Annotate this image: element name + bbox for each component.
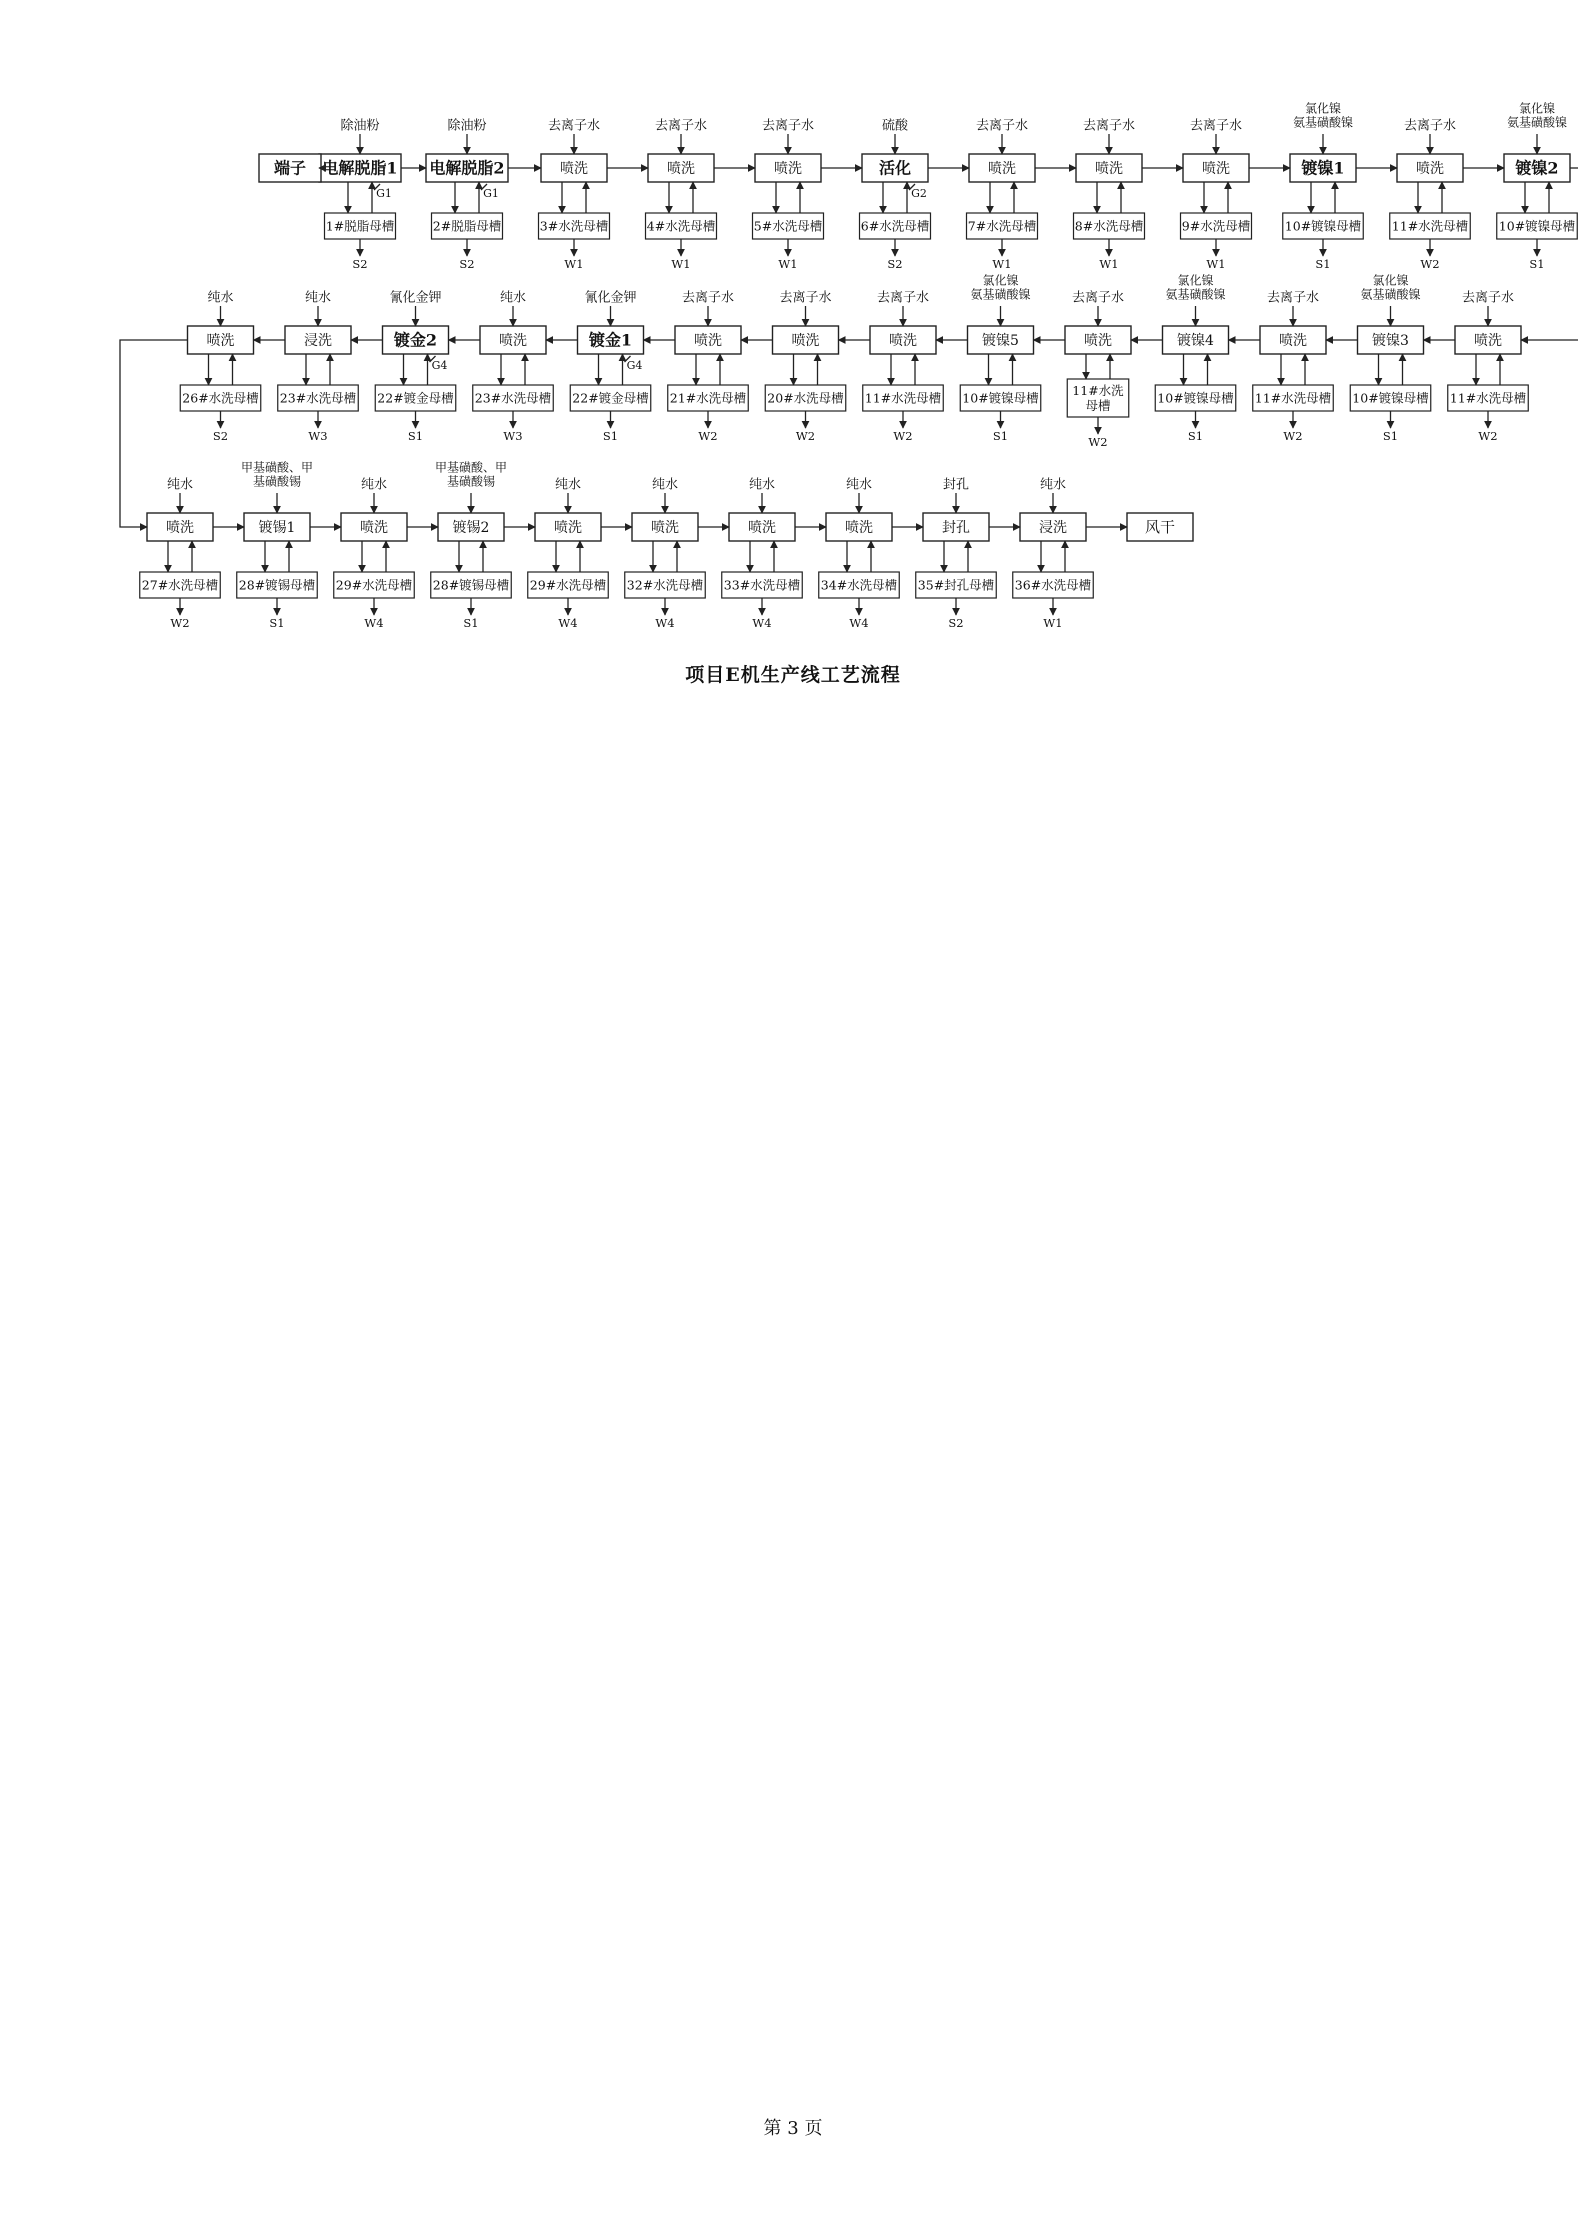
process-step-label: 喷洗 — [499, 333, 527, 349]
chemical-input-label: 氰化金钾 — [584, 290, 637, 306]
process-flow-diagram — [0, 0, 1586, 700]
chemical-input-label: 氰化金钾 — [389, 290, 442, 306]
tank-label: 23#水洗母槽 — [474, 390, 552, 406]
output-code-label: W1 — [1099, 257, 1119, 271]
tank-label: 11#水洗母槽 — [1391, 218, 1469, 234]
process-step-label: 喷洗 — [988, 161, 1016, 177]
process-step-label: 喷洗 — [360, 520, 388, 536]
output-code-label: W1 — [1206, 257, 1226, 271]
output-code-label: W3 — [308, 429, 328, 443]
process-step-label: 喷洗 — [206, 333, 235, 349]
process-step-label: 喷洗 — [774, 161, 802, 177]
chemical-input-label: 甲基磺酸、甲基磺酸锡 — [434, 460, 508, 489]
process-step-label: 镀锡1 — [258, 520, 296, 536]
chemical-input-label: 去离子水 — [761, 118, 815, 134]
gas-emission-label: G2 — [911, 187, 927, 200]
tank-label: 11#水洗母槽 — [1072, 383, 1124, 413]
process-step-label: 喷洗 — [1084, 333, 1112, 349]
chemical-input-label: 纯水 — [1039, 477, 1067, 493]
chemical-input-label: 氯化镍氨基磺酸镍 — [1292, 101, 1354, 130]
tank-label: 22#镀金母槽 — [572, 390, 649, 406]
chemical-input-label: 去离子水 — [1082, 118, 1136, 134]
process-step-label: 喷洗 — [166, 520, 194, 536]
process-step-label: 镀金2 — [393, 330, 438, 350]
tank-label: 23#水洗母槽 — [279, 390, 357, 406]
output-code-label: S2 — [212, 429, 229, 443]
process-step-label: 镀锡2 — [452, 520, 490, 536]
process-step-label: 喷洗 — [1279, 333, 1307, 349]
output-code-label: W3 — [503, 429, 523, 443]
process-step-label: 喷洗 — [748, 520, 776, 536]
row-wrap-connector — [120, 340, 188, 527]
output-code-label: W2 — [1283, 429, 1303, 443]
output-code-label: W2 — [893, 429, 913, 443]
output-code-label: W2 — [698, 429, 718, 443]
output-code-label: W1 — [671, 257, 691, 271]
tank-label: 27#水洗母槽 — [141, 577, 219, 593]
output-code-label: S1 — [992, 429, 1009, 443]
chemical-input-label: 去离子水 — [975, 118, 1029, 134]
process-step-label: 喷洗 — [694, 333, 722, 349]
process-step-label: 浸洗 — [1039, 520, 1067, 536]
process-step-label: 镀金1 — [588, 330, 633, 350]
output-code-label: W2 — [1478, 429, 1498, 443]
tank-label: 8#水洗母槽 — [1074, 218, 1144, 234]
chemical-input-label: 去离子水 — [1189, 118, 1243, 134]
process-step-label: 喷洗 — [554, 520, 582, 536]
tank-label: 3#水洗母槽 — [539, 218, 609, 234]
tank-label: 35#封孔母槽 — [917, 577, 995, 593]
chemical-input-label: 硫酸 — [881, 118, 909, 134]
chemical-input-label: 纯水 — [166, 477, 194, 493]
process-step-label: 喷洗 — [845, 520, 873, 536]
process-step-label: 镀镍1 — [1301, 158, 1345, 178]
tank-label: 29#水洗母槽 — [335, 577, 413, 593]
diagram-caption: 项目E机生产线工艺流程 — [685, 664, 901, 686]
process-step-label: 喷洗 — [560, 161, 588, 177]
chemical-input-label: 氯化镍氨基磺酸镍 — [1360, 273, 1421, 302]
tank-label: 29#水洗母槽 — [529, 577, 607, 593]
tank-label: 9#水洗母槽 — [1181, 218, 1251, 234]
tank-label: 7#水洗母槽 — [967, 218, 1037, 234]
tank-label: 6#水洗母槽 — [860, 218, 930, 234]
gas-emission-label: G4 — [626, 359, 643, 372]
chemical-input-label: 除油粉 — [447, 118, 487, 134]
output-code-label: W1 — [778, 257, 798, 271]
tank-label: 4#水洗母槽 — [646, 218, 716, 234]
chemical-input-label: 纯水 — [748, 477, 776, 493]
output-code-label: W4 — [364, 616, 384, 630]
tank-label: 10#镀镍母槽 — [962, 390, 1039, 406]
process-step-label: 电解脱脂1 — [322, 158, 398, 178]
output-code-label: W4 — [849, 616, 869, 630]
output-code-label: S1 — [1382, 429, 1399, 443]
tank-label: 10#镀镍母槽 — [1284, 218, 1362, 234]
tank-label: 28#镀锡母槽 — [432, 577, 510, 593]
tank-label: 11#水洗母槽 — [1449, 390, 1527, 406]
tank-label: 10#镀镍母槽 — [1157, 390, 1234, 406]
chemical-input-label: 甲基磺酸、甲基磺酸锡 — [240, 460, 314, 489]
chemical-input-label: 封孔 — [942, 477, 970, 493]
process-step-label: 镀镍4 — [1177, 333, 1214, 349]
chemical-input-label: 纯水 — [499, 290, 527, 306]
process-step-label: 封孔 — [942, 520, 970, 536]
chemical-input-label: 氯化镍氨基磺酸镍 — [970, 273, 1031, 302]
chemical-input-label: 纯水 — [651, 477, 679, 493]
tank-label: 34#水洗母槽 — [820, 577, 898, 593]
output-code-label: W2 — [1088, 435, 1108, 449]
chemical-input-label: 去离子水 — [681, 290, 735, 306]
process-step-label: 活化 — [878, 158, 912, 178]
tank-label: 11#水洗母槽 — [1254, 390, 1332, 406]
process-step-label: 喷洗 — [667, 161, 695, 177]
chemical-input-label: 去离子水 — [654, 118, 708, 134]
tank-label: 33#水洗母槽 — [723, 577, 801, 593]
tank-label: 5#水洗母槽 — [753, 218, 823, 234]
chemical-input-label: 氯化镍氨基磺酸镍 — [1165, 273, 1226, 302]
page-number: 第 3 页 — [763, 2118, 823, 2139]
process-step-label: 喷洗 — [651, 520, 679, 536]
process-step-label: 喷洗 — [1416, 161, 1444, 177]
output-code-label: S2 — [459, 257, 475, 271]
output-code-label: S2 — [887, 257, 903, 271]
chemical-input-label: 去离子水 — [1461, 290, 1515, 306]
start-node-label: 端子 — [273, 158, 307, 178]
tank-label: 22#镀金母槽 — [377, 390, 454, 406]
output-code-label: S1 — [602, 429, 619, 443]
output-code-label: S1 — [1529, 257, 1545, 271]
output-code-label: S2 — [352, 257, 368, 271]
output-code-label: S2 — [948, 616, 964, 630]
tank-label: 2#脱脂母槽 — [432, 218, 502, 234]
process-step-label: 镀镍5 — [982, 333, 1019, 349]
process-step-label: 电解脱脂2 — [429, 158, 505, 178]
tank-label: 32#水洗母槽 — [626, 577, 704, 593]
output-code-label: W4 — [752, 616, 772, 630]
tank-label: 36#水洗母槽 — [1014, 577, 1092, 593]
output-code-label: W1 — [1043, 616, 1063, 630]
chemical-input-label: 纯水 — [304, 290, 332, 306]
end-node-label: 风干 — [1144, 518, 1176, 536]
output-code-label: W4 — [558, 616, 578, 630]
process-step-label: 喷洗 — [889, 333, 917, 349]
process-step-label: 喷洗 — [791, 333, 820, 349]
chemical-input-label: 纯水 — [207, 290, 234, 306]
chemical-input-label: 去离子水 — [1403, 118, 1457, 134]
chemical-input-label: 纯水 — [360, 477, 388, 493]
process-step-label: 镀镍2 — [1515, 158, 1559, 178]
tank-label: 21#水洗母槽 — [669, 390, 747, 406]
chemical-input-label: 去离子水 — [547, 118, 601, 134]
process-step-label: 镀镍3 — [1372, 333, 1409, 349]
chemical-input-label: 除油粉 — [340, 118, 380, 134]
output-code-label: W2 — [1420, 257, 1440, 271]
tank-label: 28#镀锡母槽 — [238, 577, 316, 593]
process-step-label: 浸洗 — [304, 333, 332, 349]
chemical-input-label: 纯水 — [554, 477, 582, 493]
output-code-label: W4 — [655, 616, 675, 630]
output-code-label: S1 — [407, 429, 424, 443]
tank-label: 26#水洗母槽 — [182, 390, 259, 406]
gas-emission-label: G4 — [431, 359, 448, 372]
tank-label: 11#水洗母槽 — [864, 390, 942, 406]
chemical-input-label: 去离子水 — [1071, 290, 1125, 306]
output-code-label: W2 — [795, 429, 816, 443]
process-step-label: 喷洗 — [1474, 333, 1502, 349]
chemical-input-label: 纯水 — [845, 477, 873, 493]
process-step-label: 喷洗 — [1202, 161, 1230, 177]
tank-label: 20#水洗母槽 — [767, 390, 844, 406]
tank-label: 10#镀镍母槽 — [1352, 390, 1429, 406]
output-code-label: S1 — [269, 616, 285, 630]
output-code-label: S1 — [463, 616, 479, 630]
tank-label: 1#脱脂母槽 — [325, 218, 395, 234]
chemical-input-label: 氯化镍氨基磺酸镍 — [1506, 101, 1568, 130]
gas-emission-label: G1 — [483, 187, 499, 200]
gas-emission-label: G1 — [376, 187, 392, 200]
chemical-input-label: 去离子水 — [876, 290, 930, 306]
output-code-label: W1 — [564, 257, 584, 271]
process-step-label: 喷洗 — [1095, 161, 1123, 177]
output-code-label: W1 — [992, 257, 1012, 271]
chemical-input-label: 去离子水 — [779, 290, 832, 306]
output-code-label: S1 — [1315, 257, 1331, 271]
output-code-label: W2 — [170, 616, 190, 630]
output-code-label: S1 — [1187, 429, 1204, 443]
chemical-input-label: 去离子水 — [1266, 290, 1320, 306]
tank-label: 10#镀镍母槽 — [1498, 218, 1576, 234]
